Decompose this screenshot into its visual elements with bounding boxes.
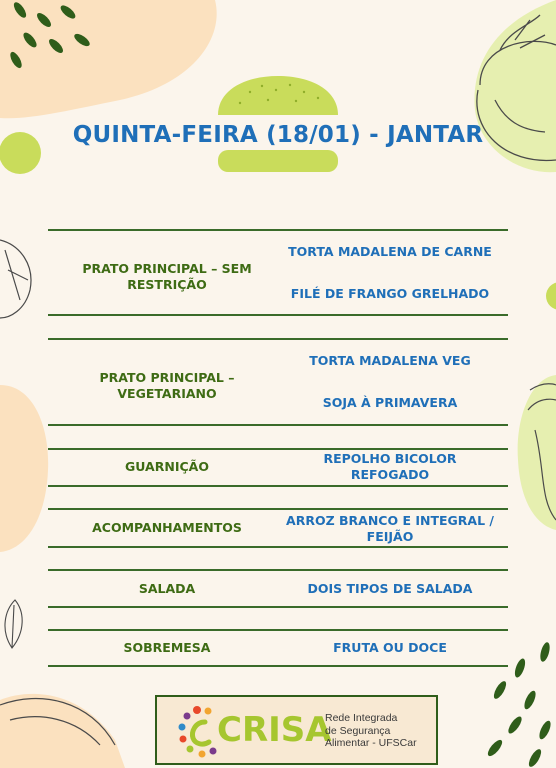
row-item: TORTA MADALENA DE CARNE (288, 244, 492, 259)
row-label-salad: SALADA (138, 581, 196, 596)
table-divider (48, 569, 508, 571)
table-divider (48, 508, 508, 510)
row-label-main-dish: PRATO PRINCIPAL – SEM RESTRIÇÃO (82, 261, 252, 292)
table-divider (48, 665, 508, 667)
row-item: FRUTA OU DOCE (333, 640, 447, 655)
crisa-subtitle-line: de Segurança (325, 724, 391, 737)
table-divider (48, 546, 508, 548)
row-item: FILÉ DE FRANGO GRELHADO (290, 286, 490, 301)
row-item: TORTA MADALENA VEG (309, 353, 471, 368)
row-item: REPOLHO BICOLOR REFOGADO (323, 451, 457, 482)
crisa-logo-box (155, 695, 438, 765)
crisa-subtitle (325, 712, 417, 750)
crisa-wordmark: CRISA (217, 710, 332, 750)
row-item: SOJA À PRIMAVERA (322, 395, 458, 410)
row-label-dessert: SOBREMESA (123, 640, 211, 655)
table-divider (48, 485, 508, 487)
row-item: ARROZ BRANCO E INTEGRAL / FEIJÃO (286, 513, 494, 544)
table-divider (48, 424, 508, 426)
crisa-subtitle-line: Alimentar - UFSCar (325, 737, 417, 749)
crisa-subtitle-line: Rede Integrada (325, 712, 398, 724)
table-divider (48, 448, 508, 450)
table-divider (48, 229, 508, 231)
table-divider (48, 629, 508, 631)
table-divider (48, 314, 508, 316)
row-label-side-dish: GUARNIÇÃO (125, 459, 209, 474)
table-divider (48, 606, 508, 608)
row-item: DOIS TIPOS DE SALADA (307, 581, 473, 596)
table-divider (48, 338, 508, 340)
page-title: QUINTA-FEIRA (18/01) - JANTAR (72, 122, 484, 148)
row-label-vegetarian: PRATO PRINCIPAL – VEGETARIANO (99, 370, 235, 401)
row-label-accompaniments: ACOMPANHAMENTOS (92, 520, 242, 535)
